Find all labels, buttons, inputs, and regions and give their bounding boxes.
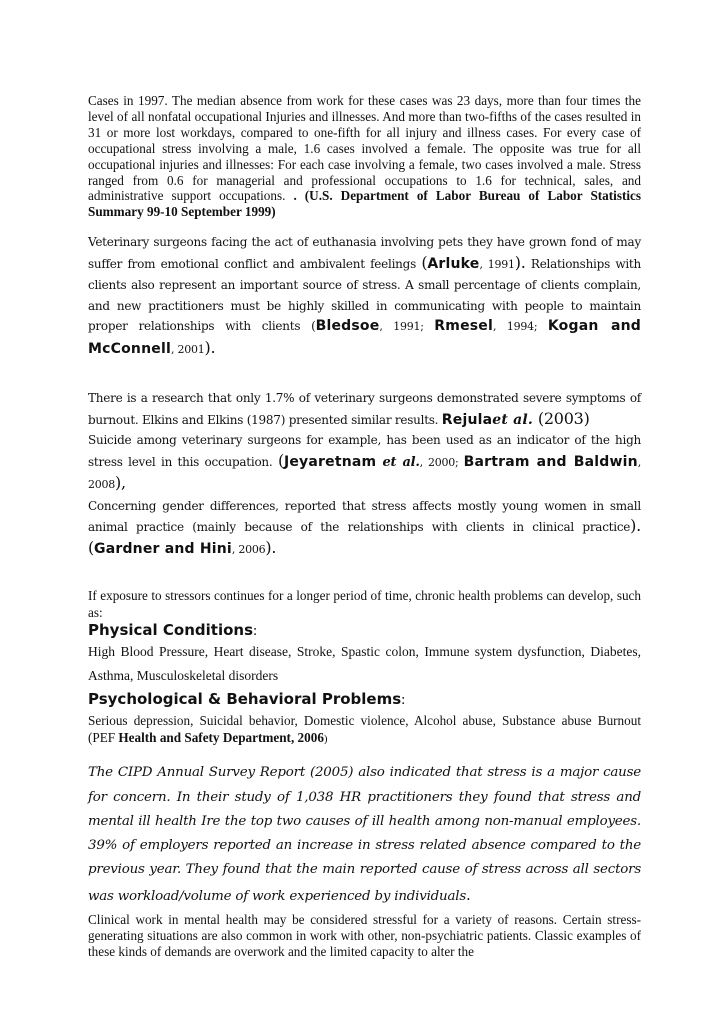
citation-name: Bartram and Baldwin [463, 453, 638, 470]
paragraph-clinical-work: Clinical work in mental health may be considered stressful for a variety of reasons. Certain stress-generating situations are also common in work with other, non-psychiatric patients. Classic examples of these kinds of demands are overwork and the limited capacity to alter the [88, 912, 641, 959]
citation-name: Arluke [427, 255, 480, 272]
citation-year: , 1991 [479, 257, 515, 271]
burnout-text-b: Suicide among veterinary surgeons for example, has been used as an indicator of the high stress level in this occupation. [88, 433, 641, 469]
paragraph-cipd-survey [88, 761, 641, 909]
bls-text: Cases in 1997. The median absence from work for these cases was 23 days, more than four times the level of all nonfatal occupational Injuries and illnesses. And more than two-fifths of the cases resulted in 31 or more lost workdays, compared to one-fifth for all injury and illness cases. For every case of occupational stress involving a male, 1.6 cases involved a female. The opposite was true for all occupational injuries and illnesses: For each case involving a female, two cases involved a male. Stress ranged from 0.6 for managerial and professional occupations to 1.6 for technical, sales, and administrative support occupations. [88, 93, 641, 204]
citation-etal: et al. [376, 454, 420, 470]
paragraph-veterinary [88, 232, 641, 360]
citation-year: , 2000; [419, 455, 464, 469]
psych-list-text: Serious depression, Suicidal behavior, Domestic violence, Alcohol abuse, Substance abuse Burnout (PEF [88, 713, 641, 745]
paren: ). [630, 516, 641, 536]
psychological-problems-list [88, 713, 641, 747]
paren: ). [514, 252, 526, 272]
citation-name: Rejula [441, 411, 493, 428]
physical-conditions-list: High Blood Pressure, Heart disease, Stroke, Spastic colon, Immune system dysfunction, Diabetes, Asthma, Musculoskeletal disorders [88, 644, 641, 684]
period: . [466, 885, 471, 904]
spacer [88, 747, 641, 761]
bls-source: . (U.S. Department of Labor Bureau of Labor Statistics Summary 99-10 September 1999) [88, 188, 641, 220]
citation-year: (2003) [533, 408, 590, 428]
paragraph-burnout [88, 388, 641, 560]
citation-name: Kogan and McConnell [88, 318, 641, 357]
cipd-text: The CIPD Annual Survey Report (2005) also indicated that stress is a major cause for concern. In their study of 1,038 HR practitioners they found that stress and mental ill health Ire the top two causes of ill health among non-manual employees. 39% of employers reported an increase in stress related absence compared to the previous year. They found that the main reported cause of stress across all sectors was workload/volume of work experienced by individuals [88, 765, 641, 904]
paren: ), [115, 473, 126, 493]
citation-year: , 2001 [170, 342, 205, 356]
vet-text-a: Veterinary surgeons facing the act of euthanasia involving pets they have grown fond of may suffer from emotional conflict and ambivalent feelings [88, 235, 641, 271]
vet-text-b: Relationships with clients also represent an important source of stress. A small percentage of clients complain, and new practitioners must be highly skilled in communicating with people to maintain proper relationships with clients ( [88, 256, 641, 334]
heading-colon: : [253, 623, 258, 640]
citation-year: , 1994; [493, 320, 548, 334]
burnout-text-c: Concerning gender differences, reported that stress affects mostly young women in small animal practice (mainly because of the relationships with clients in clinical practice [88, 498, 641, 535]
paren: ). [204, 337, 216, 357]
paren: ). [265, 537, 277, 557]
citation-name: Jeyaretnam [283, 453, 377, 470]
citation-year: , 1991; [379, 320, 435, 334]
heading-psychological-problems [88, 690, 641, 709]
paren: ) [323, 732, 328, 745]
citation-name: Rmesel [434, 318, 493, 335]
spacer [88, 220, 641, 232]
paragraph-bls-stats [88, 93, 641, 220]
citation-etal: et al. [492, 411, 534, 428]
spacer [88, 360, 641, 388]
psych-source: Health and Safety Department, 2006 [118, 729, 324, 745]
document-page [88, 93, 641, 960]
heading-colon: : [401, 692, 406, 709]
paren: ( [421, 252, 428, 272]
citation-name: Gardner and Hini [94, 540, 232, 557]
heading-text: Physical Conditions [88, 621, 253, 640]
heading-physical-conditions [88, 621, 641, 640]
citation-year: , 2006 [231, 542, 266, 556]
paren: ( [88, 537, 94, 557]
citation-year: , 2008 [88, 455, 641, 492]
paragraph-exposure: If exposure to stressors continues for a longer period of time, chronic health problems can develop, such as: [88, 588, 641, 621]
paren: ( [277, 450, 284, 470]
burnout-text-a: There is a research that only 1.7% of veterinary surgeons demonstrated severe symptoms of burnout. Elkins and Elkins (1987) presented similar results. [88, 391, 641, 427]
citation-name: Bledsoe [315, 318, 380, 335]
spacer [88, 560, 641, 587]
heading-text: Psychological & Behavioral Problems [88, 690, 402, 709]
